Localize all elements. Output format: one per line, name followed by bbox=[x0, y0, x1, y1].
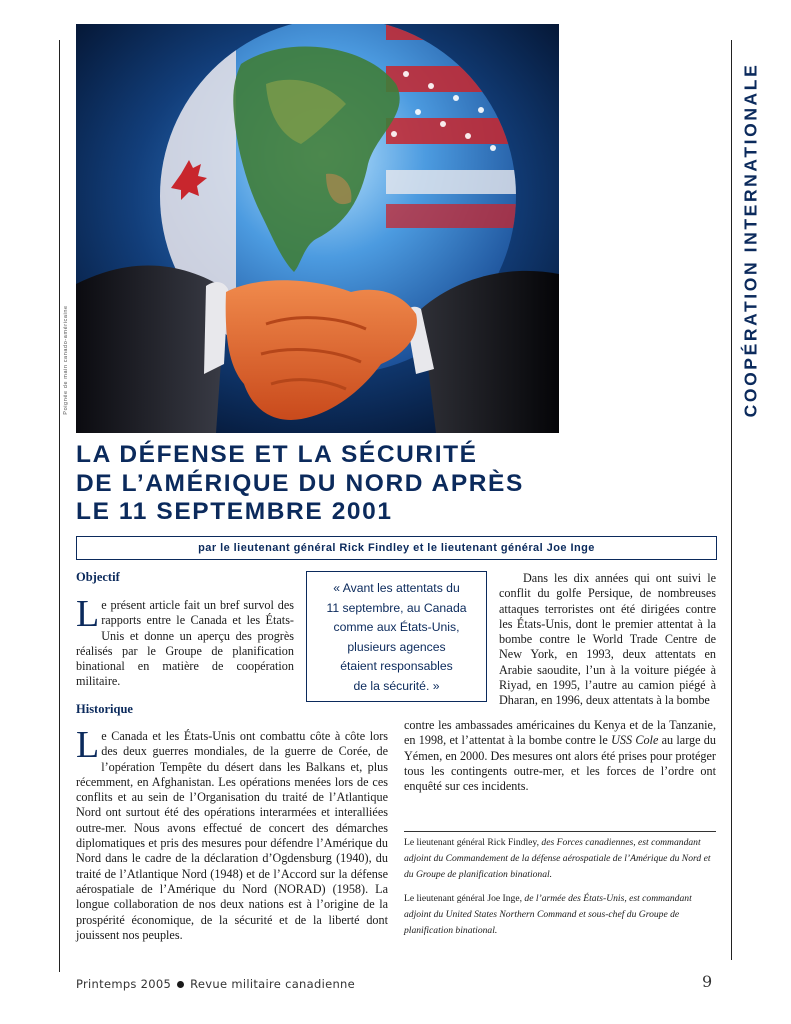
paragraph-text: au large du Yémen, en 2000. Des mesures ont alors été prises pour protéger tous les contingents outre-mer, et les forces de l’ordre ont enquêté sur ces incidents. bbox=[404, 733, 716, 794]
section-heading-historique: Historique bbox=[76, 702, 133, 716]
ship-name: USS Cole bbox=[611, 733, 659, 748]
title-line: LA DÉFENSE ET LA SÉCURITÉ bbox=[76, 441, 478, 468]
drop-cap: L bbox=[76, 593, 100, 635]
photo-credit: Poignée de main canado-américaine bbox=[63, 305, 69, 415]
section-heading-objectif: Objectif bbox=[76, 570, 120, 584]
paragraph-text: contre les ambassades américaines du Kenya et de la Tanzanie, en 1998, et l’attentat à la bombe contre le bbox=[404, 718, 716, 748]
article-title bbox=[76, 441, 696, 527]
bio-name: Le lieutenant général Rick Findley, bbox=[404, 837, 542, 848]
footer-season: Printemps 2005 bbox=[76, 977, 172, 991]
footer-journal: Revue militaire canadienne bbox=[190, 977, 356, 991]
right-rule bbox=[731, 40, 732, 960]
bio-role: des Forces canadiennes, est commandant adjoint du Commandement de la défense aérospatiale de l’Amérique du Nord et du Groupe de planification binational. bbox=[404, 837, 711, 881]
byline: par le lieutenant général Rick Findley et le lieutenant général Joe Inge bbox=[76, 536, 717, 560]
drop-cap: L bbox=[76, 724, 100, 766]
title-line: LE 11 SEPTEMBRE 2001 bbox=[76, 498, 393, 525]
paragraph-objectif bbox=[76, 593, 294, 690]
footer-publication bbox=[76, 977, 355, 991]
bio-name: Le lieutenant général Joe Inge, bbox=[404, 893, 525, 904]
bullet-icon bbox=[177, 981, 184, 988]
paragraph-text: e présent article fait un bref survol des rapports entre le Canada et les États-Unis et donne un aperçu des progrès réalisés par le Groupe de planification binational en matière de coopération militaire. bbox=[76, 598, 294, 689]
author-bio-inge bbox=[404, 891, 714, 940]
bio-role: de l’armée des États-Unis, est commandant adjoint du United States Northern Command et sous-chef du Groupe de planification binational. bbox=[404, 893, 692, 937]
pull-quote-line: étaient responsables bbox=[340, 659, 453, 674]
pull-quote-line: « Avant les attentats du bbox=[333, 581, 460, 595]
pull-quote bbox=[306, 571, 487, 702]
author-bio-findley bbox=[404, 835, 714, 884]
page-number: 9 bbox=[702, 972, 713, 991]
paragraph-right-top: Dans les dix années qui ont suivi le conflit du golfe Persique, de nombreuses attaques terroristes ont été dirigées contre les États-Unis, dont le premier attentat à la bombe contre le World Trade Centre de New York, en 1993, deux attentats en Arabie saoudite, l’un à la voiture piégée à Riyad, en 1995, l’autre au camion piégé à Dharan, en 1996, deux attentats à la bombe bbox=[499, 571, 716, 708]
pull-quote-line: plusieurs agences bbox=[347, 639, 446, 654]
pull-quote-line: de la sécurité. » bbox=[353, 678, 440, 693]
hero-image-handshake-globe bbox=[76, 24, 559, 433]
paragraph-text: e Canada et les États-Unis ont combattu côte à côte lors des deux guerres mondiales, de la guerre de Corée, de l’opération Tempête du désert dans les Balkans et, plus récemment, en Afghanistan. Les opérations menées lors de ces conflits et au sein de l’Organisation du traité de l’Atlantique Nord ont surtout été des opérations interarmées et interalliées outre-mer. Nous avons effectué de concert des démarches diplomatiques et pris des mesures pour défendre l’Amérique du Nord dans le cadre de la déclaration d’Ogdensburg (1940), du traité de l’Atlantique Nord (1948) et de l’Accord sur la défense aérospatiale de l’Amérique du Nord (NORAD) (1958). La longue collaboration de nos deux nations est à l’origine de la prospérité économique, de la sécurité et de la liberté dont jouissent nos peuples. bbox=[76, 729, 388, 942]
pull-quote-line: comme aux États-Unis, bbox=[333, 620, 460, 635]
paragraph-historique bbox=[76, 724, 388, 943]
left-rule bbox=[59, 40, 60, 972]
paragraph-right-bottom bbox=[404, 718, 716, 794]
handshake-globe-illustration bbox=[76, 24, 559, 433]
bio-divider bbox=[404, 831, 716, 832]
pull-quote-line: 11 septembre, au Canada bbox=[326, 600, 467, 615]
section-label: COOPÉRATION INTERNATIONALE bbox=[740, 62, 761, 418]
title-line: DE L’AMÉRIQUE DU NORD APRÈS bbox=[76, 469, 524, 497]
